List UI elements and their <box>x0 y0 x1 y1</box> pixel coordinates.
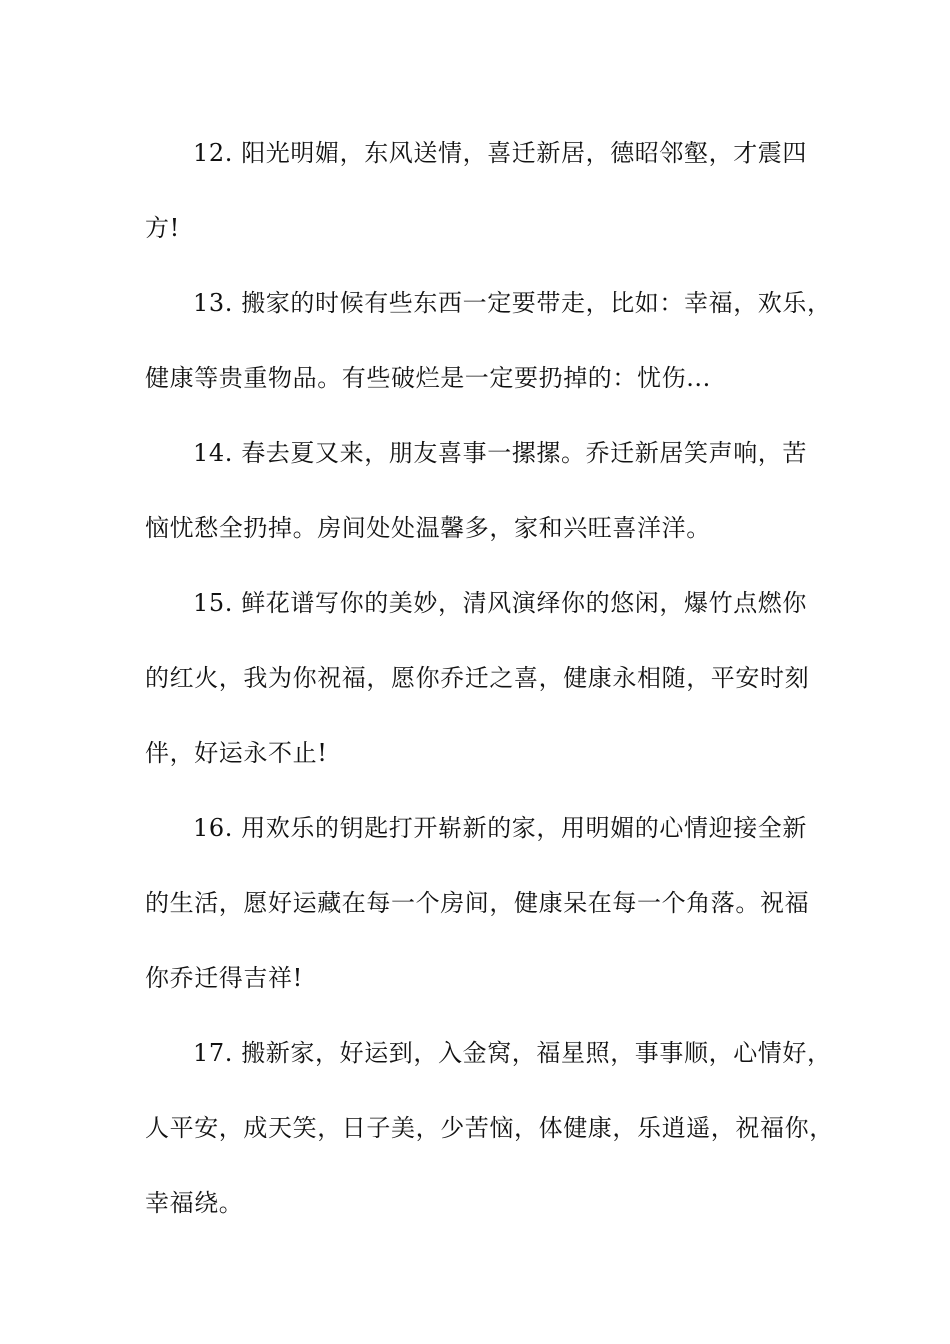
paragraph-16-line-1: 16. 用欢乐的钥匙打开崭新的家，用明媚的心情迎接全新 <box>193 814 807 842</box>
paragraph-15-line-3: 伴，好运永不止! <box>145 739 328 767</box>
paragraph-16-line-2: 的生活，愿好运藏在每一个房间，健康呆在每一个角落。祝福 <box>145 889 810 917</box>
paragraph-17-line-3: 幸福绕。 <box>145 1189 244 1217</box>
paragraph-17-line-1: 17. 搬新家，好运到，入金窝，福星照，事事顺，心情好， <box>193 1039 832 1067</box>
paragraph-12-line-1: 12. 阳光明媚，东风送情，喜迁新居，德昭邻壑，才震四 <box>193 139 807 167</box>
paragraph-13-line-2: 健康等贵重物品。有些破烂是一定要扔掉的：忧伤... <box>145 364 711 392</box>
paragraph-17-line-2: 人平安，成天笑，日子美，少苦恼，体健康，乐逍遥，祝福你， <box>145 1114 834 1142</box>
paragraph-15-line-1: 15. 鲜花谱写你的美妙，清风演绎你的悠闲，爆竹点燃你 <box>193 589 807 617</box>
paragraph-15-line-2: 的红火，我为你祝福，愿你乔迁之喜，健康永相随，平安时刻 <box>145 664 810 692</box>
paragraph-14-line-2: 恼忧愁全扔掉。房间处处温馨多，家和兴旺喜洋洋。 <box>145 514 711 542</box>
paragraph-14-line-1: 14. 春去夏又来，朋友喜事一摞摞。乔迁新居笑声响，苦 <box>193 439 807 467</box>
paragraph-13-line-1: 13. 搬家的时候有些东西一定要带走，比如：幸福，欢乐， <box>193 289 832 317</box>
paragraph-12-line-2: 方! <box>145 214 180 242</box>
paragraph-16-line-3: 你乔迁得吉祥! <box>145 964 303 992</box>
